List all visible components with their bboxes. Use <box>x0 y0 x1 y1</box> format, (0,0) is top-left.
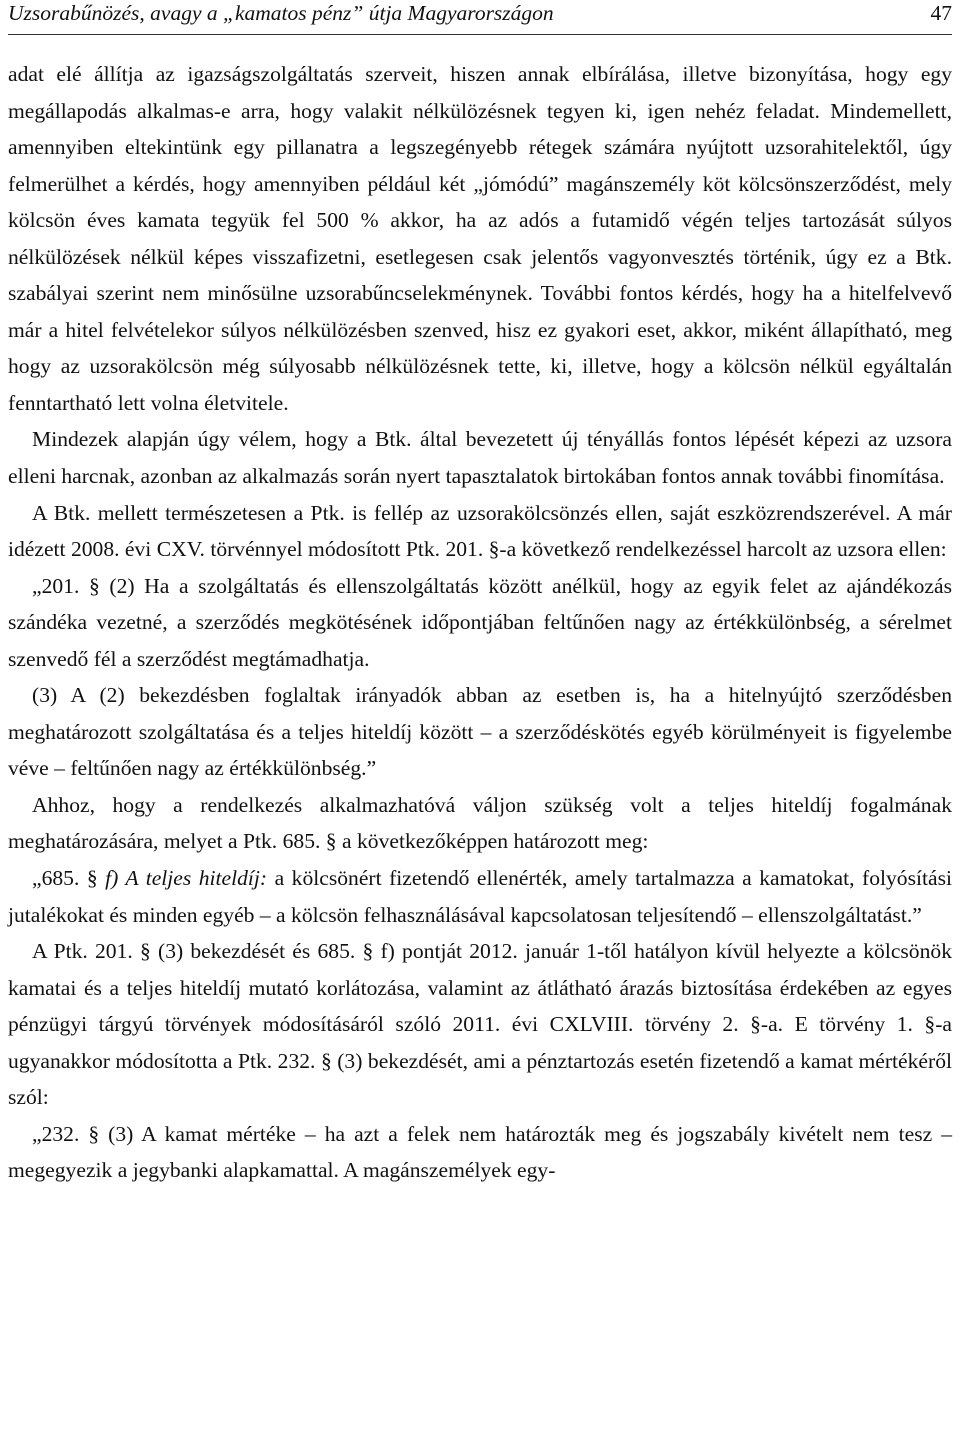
running-header <box>8 0 952 35</box>
quote-rest: a kölcsönért fizetendő ellenérték, amely tartalmazza a kamatokat, folyósítási jutalékokat és minden egyéb – a kölcsön felhasználásával kapcsolatosan teljesítendő – ellenszolgáltatást.” <box>8 866 952 927</box>
quoted-definition <box>8 860 952 933</box>
page-number: 47 <box>930 1 952 25</box>
running-title: Uzsorabűnözés, avagy a „kamatos pénz” útja Magyarországon <box>8 1 554 25</box>
quoted-statute: „201. § (2) Ha a szolgáltatás és ellenszolgáltatás között anélkül, hogy az egyik felet az ajándékozás szándéka vezetné, a szerződés megkötésének időpontjában feltűnően nagy az értékkülönbség, a sérelmet szenvedő fél a szerződést megtámadhatja. <box>8 573 952 671</box>
paragraph: Ahhoz, hogy a rendelkezés alkalmazhatóvá váljon szükség volt a teljes hiteldíj fogalmának meghatározására, melyet a Ptk. 685. § a következőképpen határozott meg: <box>8 792 952 854</box>
body-text <box>8 56 952 1189</box>
document-page <box>8 0 952 1189</box>
quoted-statute: „232. § (3) A kamat mértéke – ha azt a felek nem határozták meg és jogszabály kivételt nem tesz – megegyezik a jegybanki alapkamattal. A magánszemélyek egy- <box>8 1121 952 1183</box>
quoted-statute: (3) A (2) bekezdésben foglaltak irányadók abban az esetben is, ha a hitelnyújtó szerződésben meghatározott szolgáltatása és a teljes hiteldíj között – a szerződéskötés egyéb körülményeit is figyelembe véve – feltűnően nagy az értékkülönbség.” <box>8 683 952 781</box>
paragraph: A Btk. mellett természetesen a Ptk. is fellép az uzsorakölcsönzés ellen, saját eszközrendszerével. A már idézett 2008. évi CXV. törvénnyel módosított Ptk. 201. §-a következő rendelkezéssel harcolt az uzsora ellen: <box>8 500 952 562</box>
paragraph: Mindezek alapján úgy vélem, hogy a Btk. által bevezetett új tényállás fontos lépését képezi az uzsora elleni harcnak, azonban az alkalmazás során nyert tapasztalatok birtokában fontos annak további finomítása. <box>8 427 952 489</box>
paragraph-continuation: adat elé állítja az igazságszolgáltatás szerveit, hiszen annak elbírálása, illetve bizonyítása, hogy egy megállapodás alkalmas-e arra, hogy valakit nélkülözésnek tegyen ki, igen nehéz feladat. Mindemellett, amennyiben eltekintünk egy pillanatra a legszegényebb rétegek számára nyújtott uzsorahitelektől, úgy felmerülhet a kérdés, hogy amennyiben például két „jómódú” magánszemély köt kölcsönszerződést, mely kölcsön éves kamata tegyük fel 500 % akkor, ha az adós a futamidő végén teljes tartozását súlyos nélkülözések nélkül képes visszafizetni, esetlegesen csak jelentős vagyonvesztés történik, úgy ez a Btk. szabályai szerint nem minősülne uzsorabűncselekménynek. További fontos kérdés, hogy ha a hitelfelvevő már a hitel felvételekor súlyos nélkülözésben szenved, hisz ez gyakori eset, akkor, miként állapítható, meg hogy az uzsorakölcsön még súlyosabb nélkülözésnek tette, ki, illetve, hogy a kölcsön nélkül egyáltalán fenntartható lett volna életvitele. <box>8 62 952 415</box>
quote-italic-term: f) A teljes hiteldíj: <box>105 866 268 891</box>
quote-lead: „685. § <box>32 866 106 891</box>
paragraph: A Ptk. 201. § (3) bekezdését és 685. § f) pontját 2012. január 1-től hatályon kívül helyezte a kölcsönök kamatai és a teljes hiteldíj mutató korlátozása, valamint az átlátható árazás biztosítása érdekében az egyes pénzügyi tárgyú törvények módosításáról szóló 2011. évi CXLVIII. törvény 2. §-a. E törvény 1. §-a ugyanakkor módosította a Ptk. 232. § (3) bekezdését, ami a pénztartozás esetén fizetendő a kamat mértékéről szól: <box>8 939 952 1110</box>
